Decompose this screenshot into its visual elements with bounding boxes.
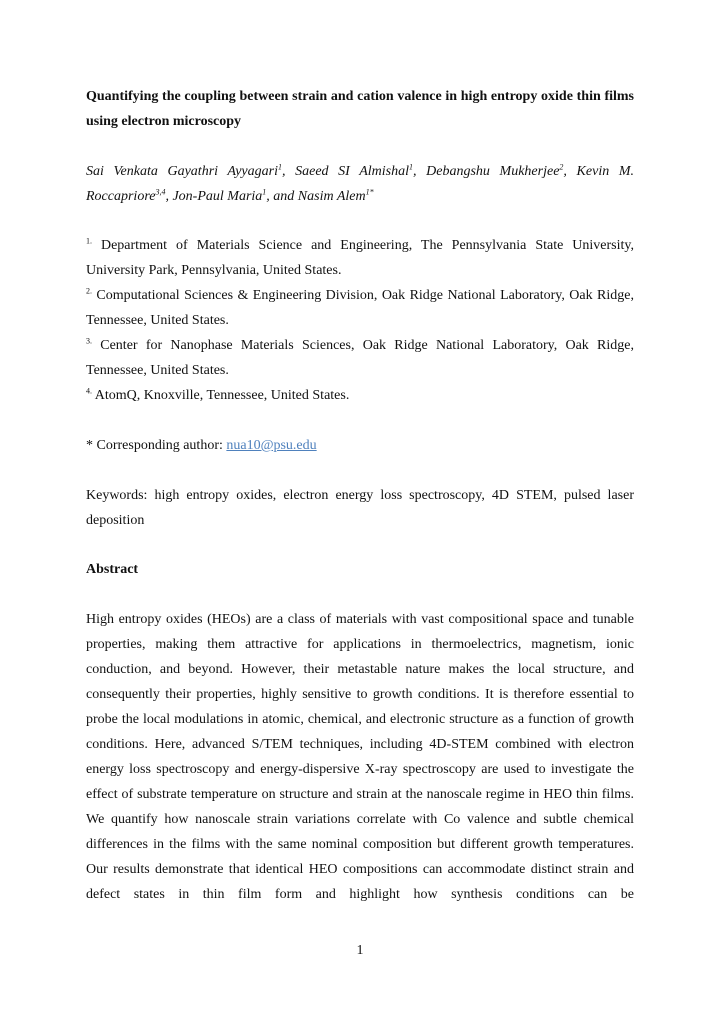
keywords: Keywords: high entropy oxides, electron energy loss spectroscopy, 4D STEM, pulsed laser deposition [86, 488, 634, 528]
author-affiliation-marker: 2 [559, 162, 564, 172]
author-affiliation-marker: 1 [277, 162, 282, 172]
author-separator: , and [266, 189, 298, 204]
paper-title: Quantifying the coupling between strain and cation valence in high entropy oxide thin films using electron microscopy [86, 89, 634, 129]
affiliation-item [86, 383, 634, 408]
corresponding-author-label: * Corresponding author: [86, 438, 227, 453]
affiliation-text: Computational Sciences & Engineering Division, Oak Ridge National Laboratory, Oak Ridge, Tennessee, United States. [86, 288, 634, 328]
author-affiliation-marker: 1 [262, 187, 267, 197]
page-number: 1 [356, 943, 364, 958]
author-affiliation-marker: 3,4 [155, 187, 166, 197]
author-name: Nasim Alem [297, 189, 366, 204]
paper-page [86, 84, 634, 907]
author-name: Sai Venkata Gayathri Ayyagari [86, 164, 278, 179]
affiliation-text: Department of Materials Science and Engineering, The Pennsylvania State University, University Park, Pennsylvania, United States. [86, 238, 634, 278]
affiliation-number: 1. [86, 236, 92, 246]
author-name: Debangshu Mukherjee [426, 164, 560, 179]
affiliation-number: 4. [86, 386, 92, 396]
affiliation-item [86, 233, 634, 283]
affiliation-number: 3. [86, 336, 92, 346]
author-name: Kevin M. Roccapriore [86, 164, 634, 204]
author-separator: , [165, 189, 173, 204]
abstract-body: High entropy oxides (HEOs) are a class of materials with vast compositional space and tunable properties, making them attractive for applications in thermoelectrics, magnetism, ionic conduction, and beyond. However, their metastable nature makes the local structure, and consequently their properties, highly sensitive to growth conditions. It is therefore essential to probe the local modulations in atomic, chemical, and electronic structure as a function of growth conditions. Here, advanced S/TEM techniques, including 4D-STEM combined with electron energy loss spectroscopy and energy-dispersive X-ray spectroscopy are used to investigate the effect of substrate temperature on structure and strain at the nanoscale regime in HEO thin films. We quantify how nanoscale strain variations correlate with Co valence and subtle chemical differences in the films with the same nominal composition but different growth temperatures. Our results demonstrate that identical HEO compositions can accommodate distinct strain and defect states in thin film form and highlight how synthesis conditions can be [86, 612, 634, 902]
abstract-heading: Abstract [86, 562, 139, 577]
author-list [86, 159, 634, 209]
corresponding-author [86, 433, 634, 458]
affiliation-item [86, 283, 634, 333]
affiliation-text: Center for Nanophase Materials Sciences, Oak Ridge National Laboratory, Oak Ridge, Tennessee, United States. [86, 338, 634, 378]
affiliation-list [86, 233, 634, 408]
affiliation-text: AtomQ, Knoxville, Tennessee, United States. [92, 388, 350, 403]
author-separator: , [281, 164, 296, 179]
corresponding-email-link[interactable]: nua10@psu.edu [226, 438, 317, 453]
affiliation-number: 2. [86, 286, 92, 296]
author-affiliation-marker: 1* [365, 187, 374, 197]
author-name: Saeed SI Almishal [295, 164, 409, 179]
author-affiliation-marker: 1 [409, 162, 413, 172]
author-name: Jon-Paul Maria [172, 189, 263, 204]
affiliation-item [86, 333, 634, 383]
author-separator: , [563, 164, 577, 179]
author-separator: , [413, 164, 427, 179]
